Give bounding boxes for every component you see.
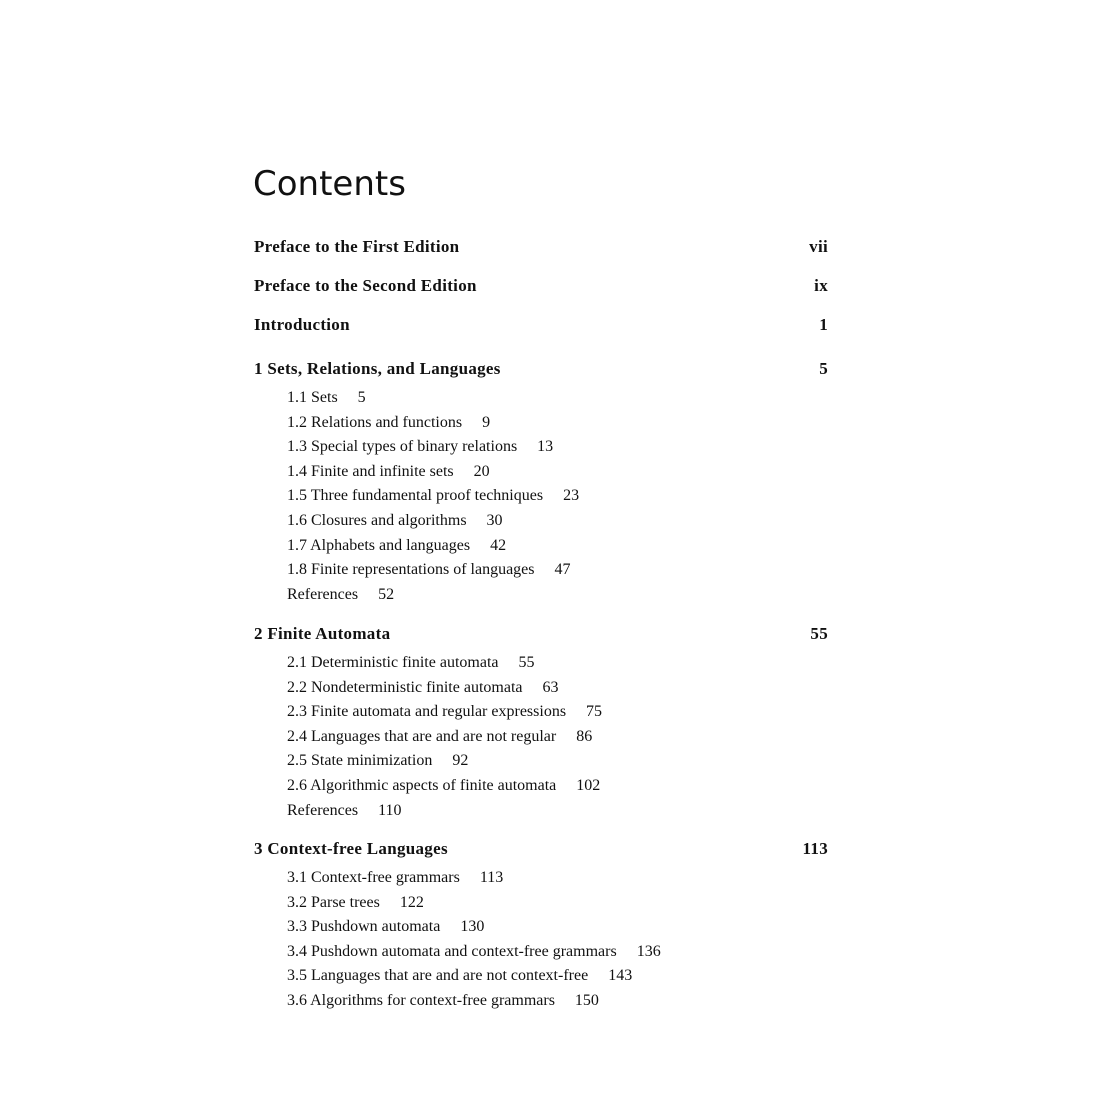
section-label: 3.4 Pushdown automata and context-free grammars — [287, 942, 617, 960]
chapter-3 — [254, 836, 828, 1014]
section-entry[interactable] — [287, 774, 828, 799]
toc-entry-label: Preface to the First Edition — [254, 237, 460, 256]
section-label: 2.3 Finite automata and regular expressions — [287, 703, 567, 721]
section-entry[interactable] — [287, 725, 828, 750]
section-page: 55 — [518, 654, 535, 671]
section-entry[interactable] — [287, 509, 828, 534]
section-label: References — [287, 585, 359, 603]
section-entry[interactable] — [287, 460, 828, 485]
section-page: 30 — [486, 511, 503, 529]
section-entry[interactable] — [287, 940, 828, 965]
section-page: 5 — [357, 389, 366, 406]
section-entry[interactable] — [287, 700, 828, 725]
section-label: 1.6 Closures and algorithms — [287, 511, 467, 529]
toc-entry-introduction[interactable] — [254, 313, 828, 337]
section-label: 3.2 Parse trees — [287, 893, 380, 911]
section-label: 1.2 Relations and functions — [287, 413, 463, 431]
section-page: 143 — [608, 967, 633, 985]
section-label: 2.2 Nondeterministic finite automata — [287, 678, 523, 696]
toc-entry-page: vii — [809, 237, 828, 256]
section-label: 1.7 Alphabets and languages — [287, 536, 471, 554]
section-entry[interactable] — [287, 386, 828, 411]
chapter-page: 5 — [819, 359, 828, 378]
section-page: 102 — [576, 776, 601, 794]
section-label: 2.6 Algorithmic aspects of finite automata — [287, 776, 557, 794]
section-label: References — [287, 801, 359, 819]
section-page: 113 — [479, 869, 504, 886]
section-page: 23 — [563, 487, 580, 505]
section-entry[interactable] — [287, 558, 828, 583]
page-title: Contents — [253, 164, 406, 204]
section-entry[interactable] — [287, 651, 828, 676]
section-label: 1.4 Finite and infinite sets — [287, 462, 454, 480]
chapter-page: 113 — [802, 839, 828, 858]
chapter-heading[interactable] — [254, 836, 828, 862]
section-entry[interactable] — [287, 891, 828, 916]
section-entry[interactable] — [287, 915, 828, 940]
section-list — [287, 866, 828, 1014]
section-page: 92 — [452, 752, 469, 770]
section-entry[interactable] — [287, 534, 828, 559]
toc-entry-preface-second-edition[interactable] — [254, 274, 828, 298]
section-page: 13 — [537, 438, 554, 456]
toc-entry-label: Introduction — [254, 315, 350, 334]
section-label: 3.6 Algorithms for context-free grammars — [287, 991, 555, 1009]
section-page: 42 — [490, 536, 507, 554]
section-entry[interactable] — [287, 866, 828, 891]
section-label: 1.1 Sets — [287, 389, 338, 406]
section-label: 1.8 Finite representations of languages — [287, 561, 535, 579]
section-entry[interactable] — [287, 749, 828, 774]
section-entry[interactable] — [287, 411, 828, 436]
section-list — [287, 386, 828, 607]
section-page: 47 — [554, 561, 571, 579]
toc-entry-page: ix — [814, 276, 828, 295]
section-page: 9 — [482, 413, 491, 431]
section-entry[interactable] — [287, 435, 828, 460]
section-page: 52 — [378, 585, 395, 603]
section-label: 1.5 Three fundamental proof techniques — [287, 487, 544, 505]
chapter-heading[interactable] — [254, 356, 828, 382]
section-page: 63 — [542, 678, 559, 696]
section-list — [287, 651, 828, 823]
section-page: 130 — [460, 918, 485, 936]
section-label: 3.1 Context-free grammars — [287, 869, 460, 886]
section-label: 3.3 Pushdown automata — [287, 918, 441, 936]
toc-entry-page: 1 — [819, 315, 828, 334]
section-page: 122 — [399, 893, 424, 911]
section-page: 136 — [636, 942, 661, 960]
section-label: 1.3 Special types of binary relations — [287, 438, 518, 456]
toc-entry-preface-first-edition[interactable] — [254, 235, 828, 259]
chapter-page: 55 — [810, 624, 828, 643]
chapter-title: 1 Sets, Relations, and Languages — [254, 359, 501, 378]
chapter-title: 3 Context-free Languages — [254, 839, 448, 858]
section-page: 75 — [586, 703, 603, 721]
section-page: 150 — [574, 991, 599, 1009]
section-entry-references[interactable] — [287, 583, 828, 608]
section-entry[interactable] — [287, 964, 828, 989]
toc-entry-label: Preface to the Second Edition — [254, 276, 477, 295]
section-entry-references[interactable] — [287, 799, 828, 824]
section-label: 3.5 Languages that are and are not context-free — [287, 967, 589, 985]
section-page: 86 — [576, 727, 593, 745]
section-entry[interactable] — [287, 989, 828, 1014]
chapter-title: 2 Finite Automata — [254, 624, 391, 643]
chapter-1 — [254, 356, 828, 607]
section-entry[interactable] — [287, 484, 828, 509]
section-page: 110 — [378, 801, 402, 819]
section-page: 20 — [473, 462, 490, 480]
chapter-heading[interactable] — [254, 621, 828, 647]
section-label: 2.1 Deterministic finite automata — [287, 654, 499, 671]
section-label: 2.5 State minimization — [287, 752, 433, 770]
section-entry[interactable] — [287, 676, 828, 701]
chapter-2 — [254, 621, 828, 823]
section-label: 2.4 Languages that are and are not regular — [287, 727, 557, 745]
